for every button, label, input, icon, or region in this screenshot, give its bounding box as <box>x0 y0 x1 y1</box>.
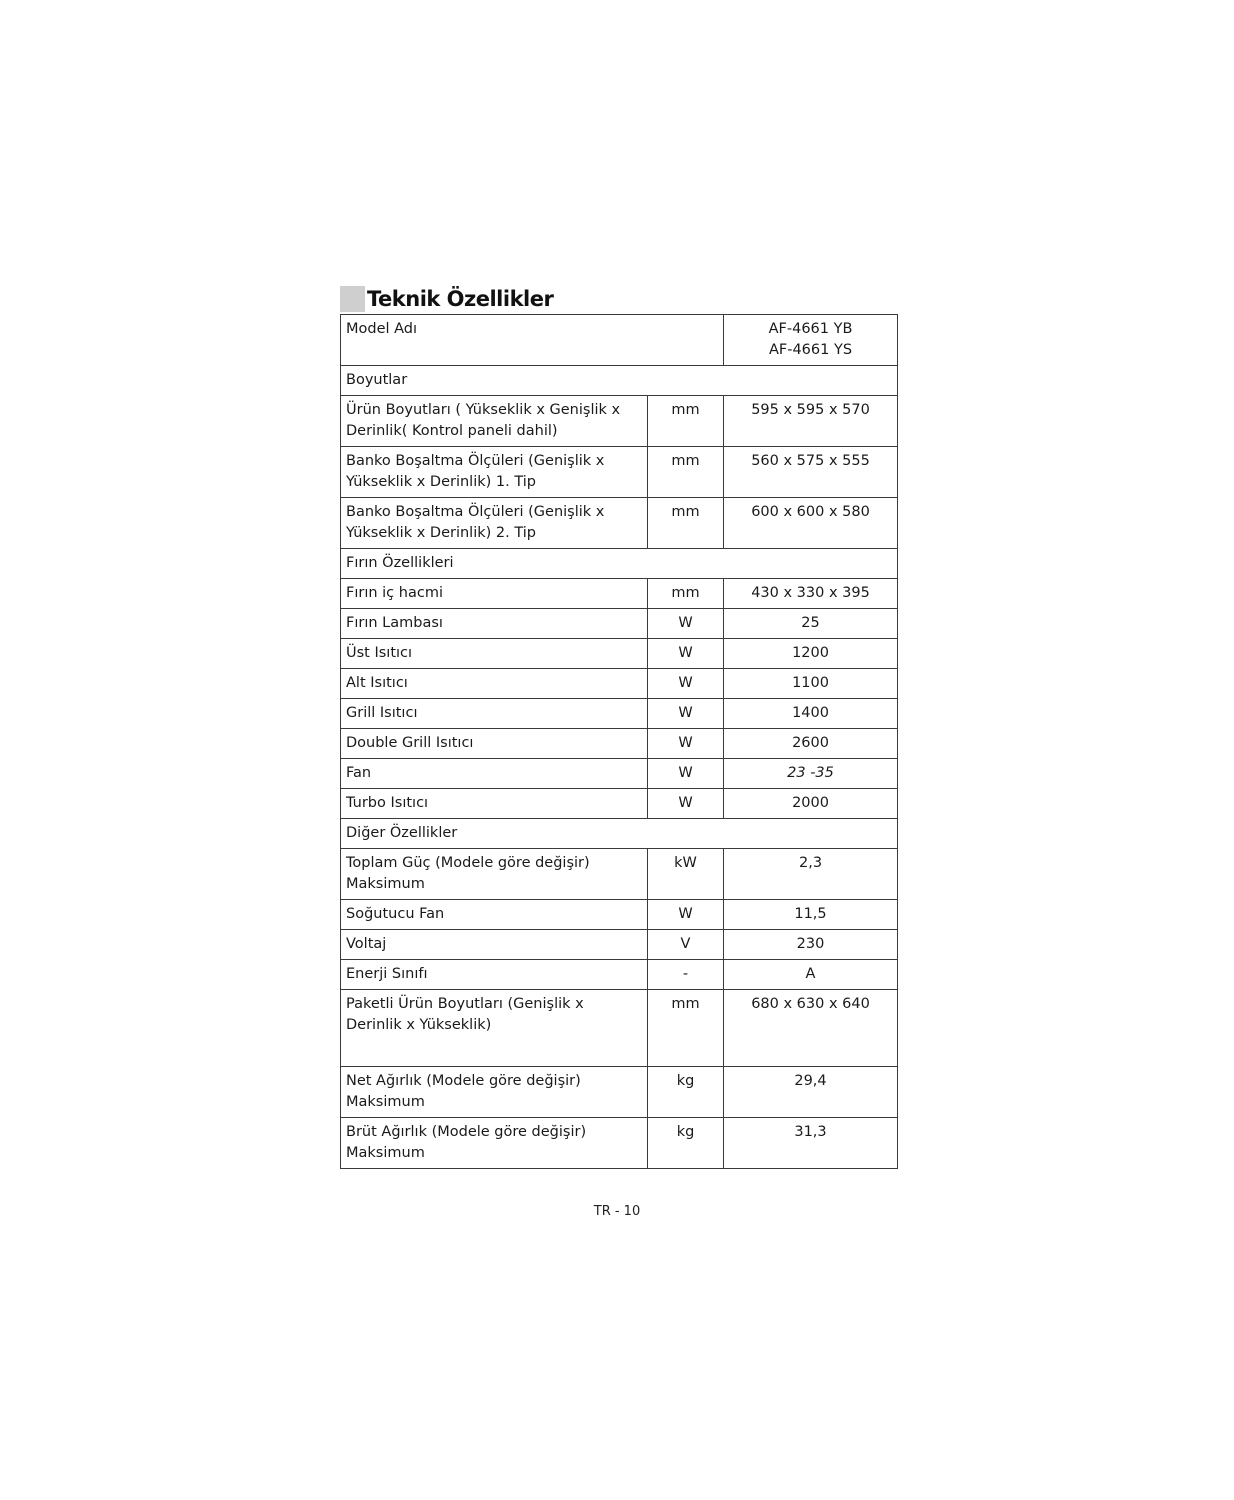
spec-label: Soğutucu Fan <box>341 900 648 930</box>
spec-row <box>341 579 898 609</box>
page-number: TR - 10 <box>593 1204 641 1219</box>
spec-label: Fırın iç hacmi <box>341 579 648 609</box>
spec-value: 2600 <box>724 729 898 759</box>
heading-marker <box>340 286 365 312</box>
spec-value: 1200 <box>724 639 898 669</box>
spec-label: Fan <box>341 759 648 789</box>
page-heading <box>340 284 553 314</box>
spec-row <box>341 960 898 990</box>
spec-unit: kg <box>648 1067 724 1118</box>
spec-value: 23 -35 <box>724 759 898 789</box>
spec-value: 2000 <box>724 789 898 819</box>
spec-value: 600 x 600 x 580 <box>724 498 898 549</box>
spec-row <box>341 900 898 930</box>
section-heading-boyutlar: Boyutlar <box>341 366 898 396</box>
spec-row <box>341 729 898 759</box>
spec-row <box>341 396 898 447</box>
section-heading-diger: Diğer Özellikler <box>341 819 898 849</box>
spec-unit: - <box>648 960 724 990</box>
spec-row <box>341 759 898 789</box>
spec-unit: mm <box>648 579 724 609</box>
spec-label: Turbo Isıtıcı <box>341 789 648 819</box>
model-label: Model Adı <box>341 315 724 366</box>
model-row <box>341 315 898 366</box>
spec-row <box>341 1118 898 1169</box>
spec-unit: kW <box>648 849 724 900</box>
spec-row <box>341 447 898 498</box>
spec-label: Grill Isıtıcı <box>341 699 648 729</box>
spec-label: Voltaj <box>341 930 648 960</box>
spec-unit: mm <box>648 990 724 1067</box>
spec-value: 560 x 575 x 555 <box>724 447 898 498</box>
spec-label: Net Ağırlık (Modele göre değişir) Maksimum <box>341 1067 648 1118</box>
spec-value: 230 <box>724 930 898 960</box>
spec-row <box>341 789 898 819</box>
spec-value: 430 x 330 x 395 <box>724 579 898 609</box>
spec-label: Üst Isıtıcı <box>341 639 648 669</box>
spec-row <box>341 609 898 639</box>
spec-value: A <box>724 960 898 990</box>
spec-value: 11,5 <box>724 900 898 930</box>
spec-row <box>341 639 898 669</box>
model-value-1: AF-4661 YB <box>768 321 853 337</box>
spec-row <box>341 699 898 729</box>
section-row <box>341 819 898 849</box>
spec-label: Banko Boşaltma Ölçüleri (Genişlik x Yükseklik x Derinlik) 2. Tip <box>341 498 648 549</box>
spec-row <box>341 849 898 900</box>
spec-row <box>341 1067 898 1118</box>
section-row <box>341 549 898 579</box>
spec-unit: W <box>648 699 724 729</box>
spec-label: Ürün Boyutları ( Yükseklik x Genişlik x Derinlik( Kontrol paneli dahil) <box>341 396 648 447</box>
spec-label: Alt Isıtıcı <box>341 669 648 699</box>
spec-label: Toplam Güç (Modele göre değişir) Maksimum <box>341 849 648 900</box>
spec-unit: mm <box>648 447 724 498</box>
spec-unit: mm <box>648 396 724 447</box>
spec-value: 31,3 <box>724 1118 898 1169</box>
spec-value: 680 x 630 x 640 <box>724 990 898 1067</box>
spec-unit: mm <box>648 498 724 549</box>
spec-unit: W <box>648 900 724 930</box>
spec-label: Brüt Ağırlık (Modele göre değişir) Maksimum <box>341 1118 648 1169</box>
spec-value: 2,3 <box>724 849 898 900</box>
spec-unit: W <box>648 729 724 759</box>
model-value <box>724 315 898 366</box>
spec-unit: kg <box>648 1118 724 1169</box>
spec-unit: W <box>648 789 724 819</box>
section-row <box>341 366 898 396</box>
spec-table <box>340 314 898 1169</box>
spec-row <box>341 669 898 699</box>
spec-label: Banko Boşaltma Ölçüleri (Genişlik x Yükseklik x Derinlik) 1. Tip <box>341 447 648 498</box>
spec-row <box>341 990 898 1067</box>
spec-value: 1100 <box>724 669 898 699</box>
spec-unit: V <box>648 930 724 960</box>
spec-value: 25 <box>724 609 898 639</box>
spec-label: Fırın Lambası <box>341 609 648 639</box>
section-heading-firin: Fırın Özellikleri <box>341 549 898 579</box>
spec-row <box>341 498 898 549</box>
spec-label: Enerji Sınıfı <box>341 960 648 990</box>
model-value-2: AF-4661 YS <box>768 342 853 358</box>
spec-unit: W <box>648 759 724 789</box>
spec-value: 1400 <box>724 699 898 729</box>
spec-label: Paketli Ürün Boyutları (Genişlik x Derinlik x Yükseklik) <box>341 990 648 1067</box>
page-title: Teknik Özellikler <box>367 287 554 311</box>
spec-unit: W <box>648 669 724 699</box>
spec-unit: W <box>648 639 724 669</box>
spec-row <box>341 930 898 960</box>
spec-value: 29,4 <box>724 1067 898 1118</box>
spec-label: Double Grill Isıtıcı <box>341 729 648 759</box>
spec-value: 595 x 595 x 570 <box>724 396 898 447</box>
spec-unit: W <box>648 609 724 639</box>
